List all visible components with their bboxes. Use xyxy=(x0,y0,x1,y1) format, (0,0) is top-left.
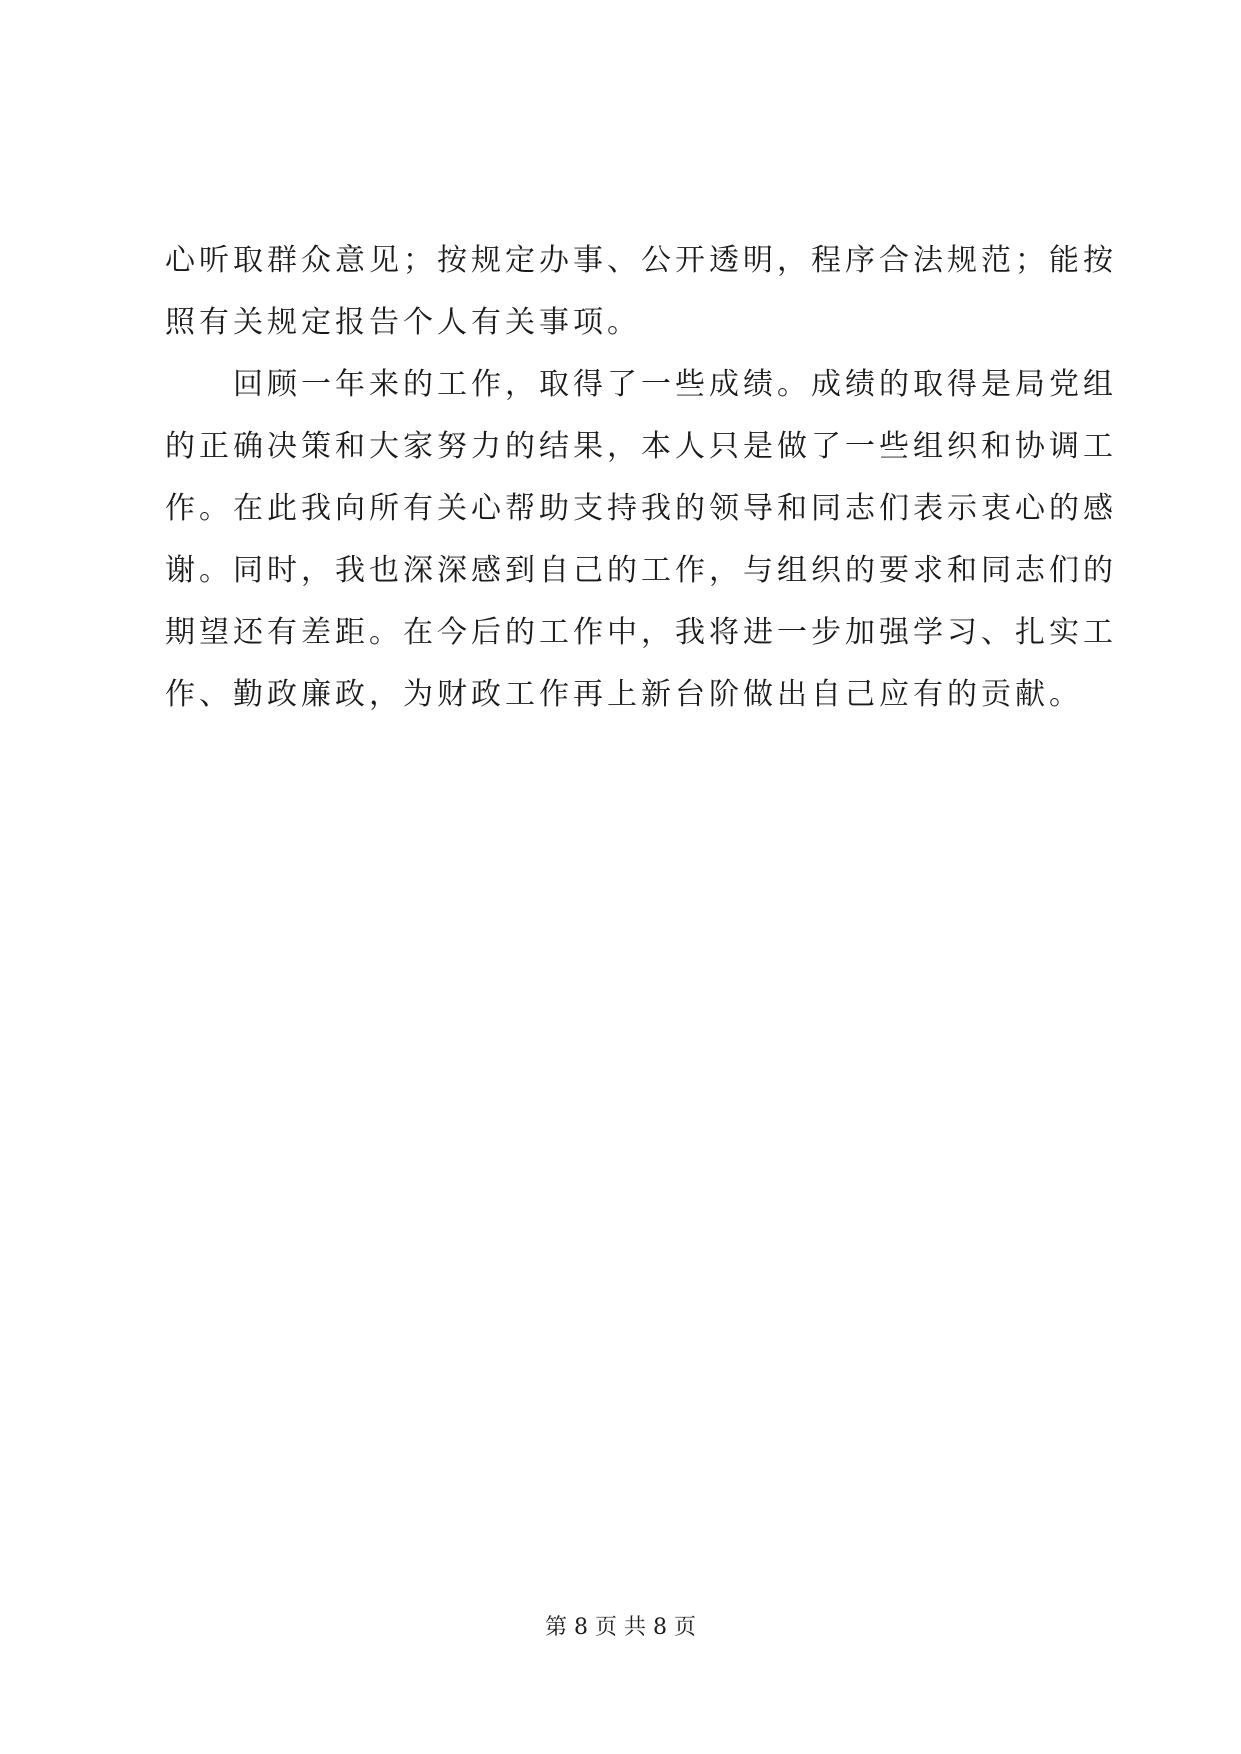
paragraph-line: 作、勤政廉政，为财政工作再上新台阶做出自己应有的贡献。 xyxy=(165,677,1083,712)
paragraph-line: 作。在此我向所有关心帮助支持我的领导和同志们表示衷心的感 xyxy=(165,491,1117,526)
paragraph-line: 回顾一年来的工作，取得了一些成绩。成绩的取得是局党组 xyxy=(233,367,1117,402)
paragraph-line: 心听取群众意见；按规定办事、公开透明，程序合法规范；能按 xyxy=(165,243,1117,278)
paragraph-line: 的正确决策和大家努力的结果，本人只是做了一些组织和协调工 xyxy=(165,429,1117,464)
paragraph-line: 期望还有差距。在今后的工作中，我将进一步加强学习、扎实工 xyxy=(165,615,1117,650)
page-footer: 第 8 页 共 8 页 xyxy=(545,1615,696,1640)
paragraph-line: 照有关规定报告个人有关事项。 xyxy=(165,305,641,340)
document-body xyxy=(165,230,1117,726)
paragraph-line: 谢。同时，我也深深感到自己的工作，与组织的要求和同志们的 xyxy=(165,553,1117,588)
